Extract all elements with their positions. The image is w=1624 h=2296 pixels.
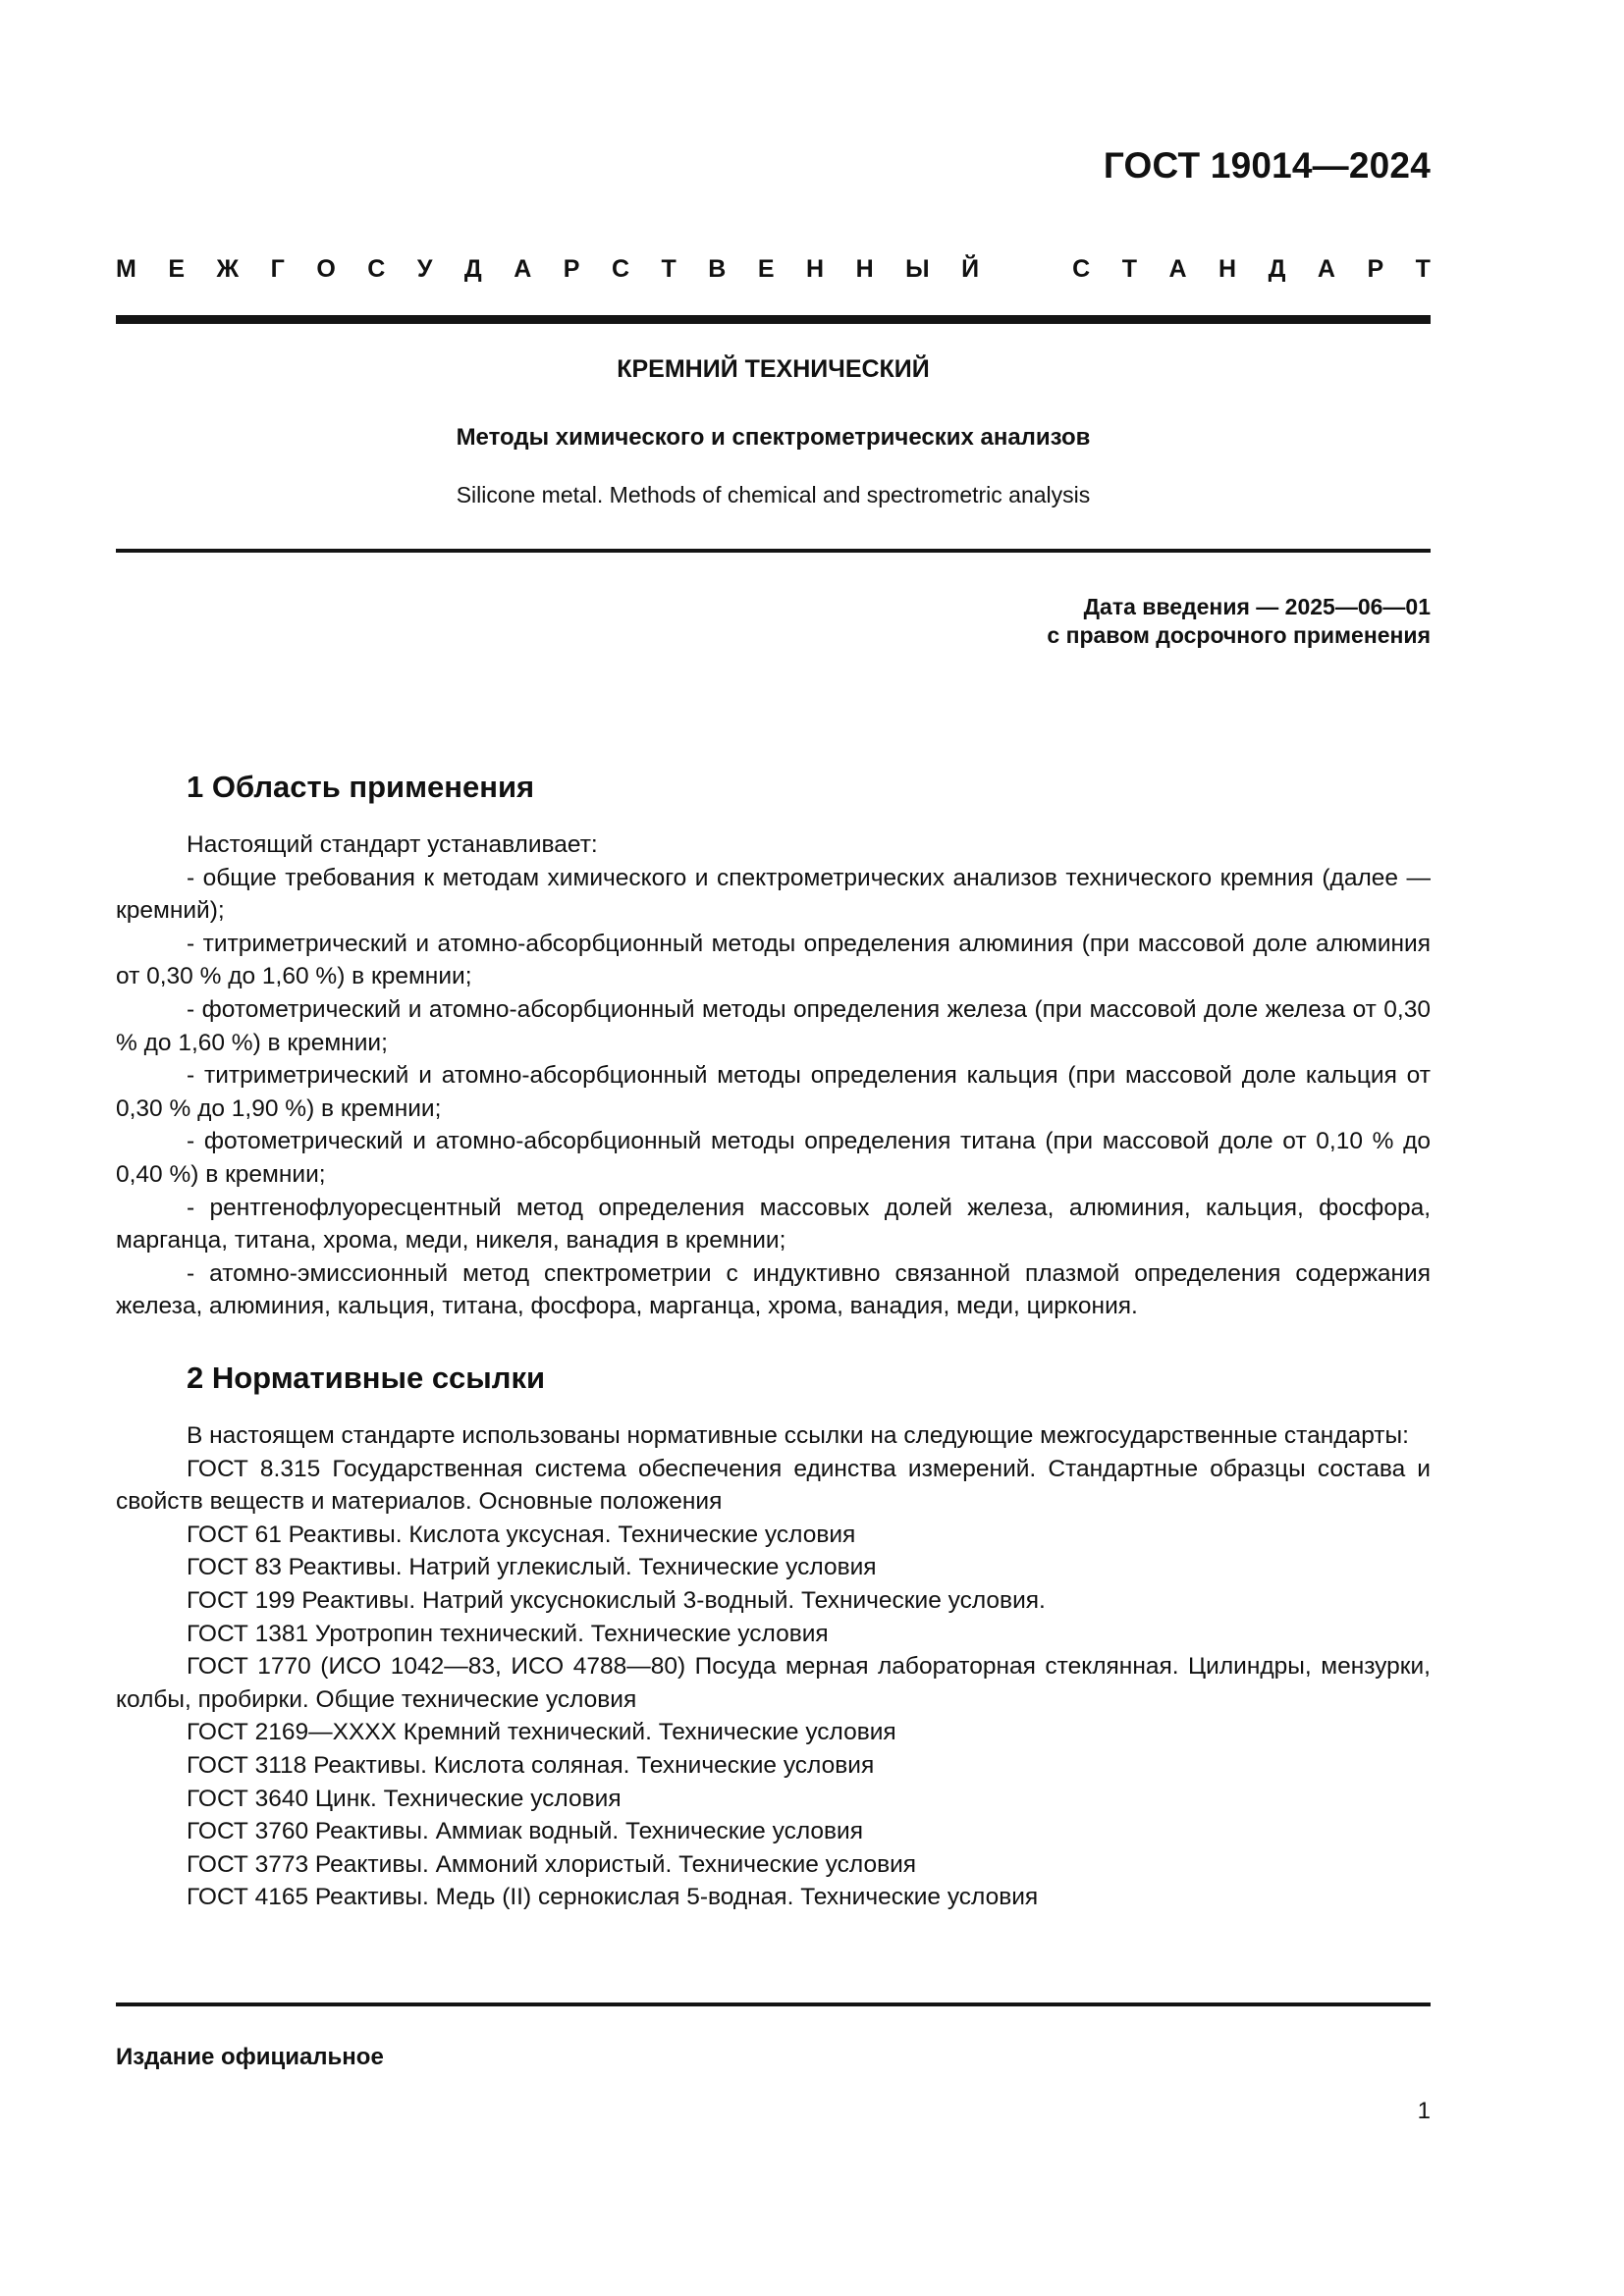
list-item: - общие требования к методам химического и спектрометрических анализов технического кремния (далее — кремний); [116,864,1431,925]
banner-letter: Т [661,254,677,283]
reference-item: ГОСТ 3640 Цинк. Технические условия [187,1785,622,1812]
reference-item: ГОСТ 3760 Реактивы. Аммиак водный. Технические условия [187,1818,864,1845]
banner-letter: С [1072,254,1091,283]
banner-letter: Н [855,254,874,283]
banner-letter: С [611,254,630,283]
early-application-note: с правом досрочного применения [1047,622,1431,648]
banner-letter: Т [1121,254,1137,283]
paragraph: В настоящем стандарте использованы нормативные ссылки на следующие межгосударственные стандарты: [187,1422,1409,1449]
reference-item: ГОСТ 1770 (ИСО 1042—83, ИСО 4788—80) Посуда мерная лабораторная стеклянная. Цилиндры, мензурки, колбы, пробирки. Общие технические условия [116,1653,1431,1713]
introduction-date [1047,593,1431,650]
list-item: - атомно-эмиссионный метод спектрометрии с индуктивно связанной плазмой определения содержания железа, алюминия, кальция, титана, фосфора, марганца, хрома, ванадия, меди, циркония. [116,1259,1431,1320]
banner-letter: Н [1218,254,1237,283]
reference-item: ГОСТ 4165 Реактивы. Медь (II) сернокислая 5-водная. Технические условия [187,1884,1039,1911]
introduction-date-line: Дата введения — 2025—06—01 [1083,594,1431,619]
title-rule [116,549,1431,553]
paragraph: Настоящий стандарт устанавливает: [187,831,598,858]
list-item: - фотометрический и атомно-абсорбционный методы определения титана (при массовой доле от 0,10 % до 0,40 %) в кремнии; [116,1128,1431,1188]
list-item: - рентгенофлуоресцентный метод определения массовых долей железа, алюминия, кальция, фосфора, марганца, титана, хрома, меди, никеля, ванадия в кремнии; [116,1194,1431,1255]
list-item: - титриметрический и атомно-абсорбционный методы определения алюминия (при массовой доле алюминия от 0,30 % до 1,60 %) в кремнии; [116,930,1431,990]
document-number: ГОСТ 19014—2024 [1103,145,1431,186]
reference-item: ГОСТ 61 Реактивы. Кислота уксусная. Технические условия [187,1521,856,1548]
reference-item: ГОСТ 83 Реактивы. Натрий углекислый. Технические условия [187,1554,877,1581]
footer-rule [116,2002,1431,2006]
banner-letter: О [316,254,336,283]
document-title-english: Silicone metal. Methods of chemical and spectrometric analysis [456,482,1091,507]
banner-letter: М [116,254,136,283]
header-rule [116,315,1431,324]
banner-letter: Н [806,254,825,283]
banner-letter: Ж [216,254,240,283]
section-heading: 2 Нормативные ссылки [187,1361,546,1395]
banner-letter: Й [961,254,980,283]
standard-type-banner [116,254,1431,284]
official-edition-label: Издание официальное [116,2044,384,2070]
banner-letter: Д [1268,254,1286,283]
section-heading: 1 Область применения [187,770,535,804]
banner-letter: Ы [905,254,930,283]
page-number: 1 [1417,2098,1431,2124]
banner-letter: В [708,254,727,283]
reference-item: ГОСТ 8.315 Государственная система обеспечения единства измерений. Стандартные образцы состава и свойств веществ и материалов. Основные положения [116,1455,1431,1516]
section-body [116,828,1431,1323]
section-normative-references [116,1359,1431,1914]
banner-letter: Р [1367,254,1384,283]
banner-letter: Е [757,254,775,283]
banner-letter: Д [463,254,482,283]
banner-letter: Т [1415,254,1431,283]
document-title: КРЕМНИЙ ТЕХНИЧЕСКИЙ [617,355,930,383]
reference-item: ГОСТ 3773 Реактивы. Аммоний хлористый. Технические условия [187,1850,917,1878]
reference-item: ГОСТ 3118 Реактивы. Кислота соляная. Технические условия [187,1751,875,1779]
reference-item: ГОСТ 1381 Уротропин технический. Технические условия [187,1620,829,1647]
reference-item: ГОСТ 2169—XXXX Кремний технический. Технические условия [187,1719,896,1746]
list-item: - фотометрический и атомно-абсорбционный методы определения железа (при массовой доле железа от 0,30 % до 1,60 %) в кремнии; [116,995,1431,1056]
document-subtitle: Методы химического и спектрометрических анализов [456,424,1091,451]
banner-letter: Р [563,254,580,283]
section-body [116,1419,1431,1914]
section-scope [116,768,1431,1323]
banner-letter: У [416,254,433,283]
reference-item: ГОСТ 199 Реактивы. Натрий уксуснокислый 3-водный. Технические условия. [187,1586,1046,1614]
banner-letter: А [1168,254,1187,283]
banner-letter: С [367,254,386,283]
list-item: - титриметрический и атомно-абсорбционный методы определения кальция (при массовой доле кальция от 0,30 % до 1,90 %) в кремнии; [116,1062,1431,1122]
banner-letter: Е [168,254,186,283]
banner-letter: А [514,254,532,283]
banner-letter: А [1317,254,1335,283]
banner-letter: Г [270,254,285,283]
